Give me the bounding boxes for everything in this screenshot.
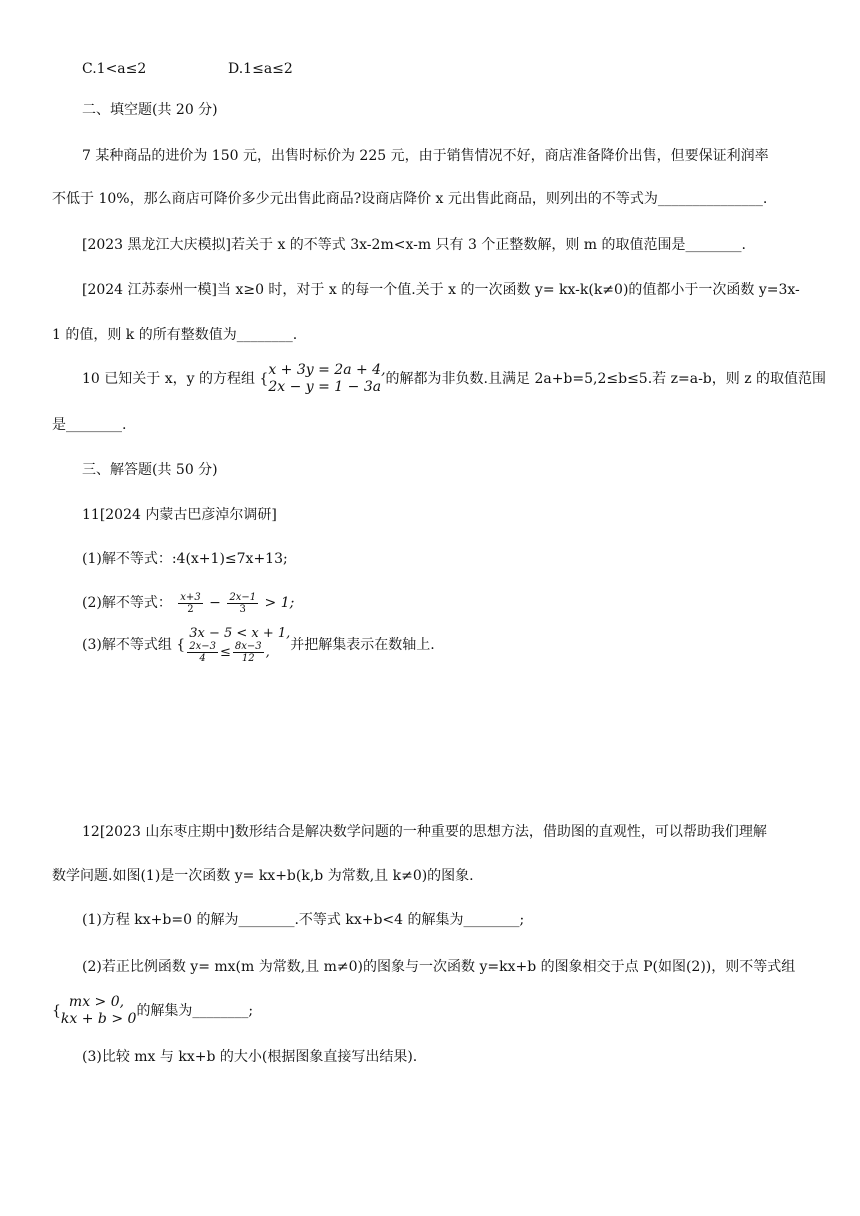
fraction-denominator: 4 [199,653,206,664]
system-eq-2 [185,641,290,664]
question-10-line-1 [82,362,826,396]
system-eq-1: mx > 0, [68,994,125,1010]
system-eq-1: 3x − 5 < x + 1, [189,626,291,641]
question-12-part-3: (3)比较 mx 与 kx+b 的大小(根据图象直接写出结果). [82,1049,418,1065]
question-8: [2023 黑龙江大庆模拟]若关于 x 的不等式 3x-2m<x-m 只有 3 个正整数解，则 m 的取值范围是________. [82,237,746,253]
question-11-source: 11[2024 内蒙古巴彦淖尔调研] [82,507,277,523]
brace: { [52,1003,61,1019]
question-11-part-3 [82,626,435,664]
question-10-eq-2: 2x − y = 1 − 3a [268,379,382,395]
question-10-eq-1: x + 3y = 2a + 4, [268,362,386,378]
question-11-part-2 [82,590,294,616]
question-11-part-3-system [185,626,290,664]
section-title-fill-in: 二、填空题(共 20 分) [82,102,218,118]
question-9-line-2: 1 的值，则 k 的所有整数值为________. [52,327,298,343]
question-12-part-2-line-2 [52,994,253,1028]
question-11-part-1: (1)解不等式：:4(x+1)≤7x+13; [82,551,288,567]
question-11-part-2-prefix: (2)解不等式： [82,595,172,611]
fraction [233,641,264,664]
inequality-tail: > 1; [264,595,295,611]
minus-sign: − [209,595,221,611]
question-12-part-1: (1)方程 kx+b=0 的解为________.不等式 kx+b<4 的解集为________; [82,912,525,928]
question-12-part-2-line-1: (2)若正比例函数 y= mx(m 为常数,且 m≠0)的图象与一次函数 y=kx+b 的图象相交于点 P(如图(2))，则不等式组 [82,959,796,975]
question-11-part-2-fraction-2 [227,592,258,615]
option-c: C.1<a≤2 [82,61,147,77]
question-7-line-2: 不低于 10%，那么商店可降价多少元出售此商品?设商店降价 x 元出售此商品，则列出的不等式为_______________. [52,191,768,207]
fraction-denominator: 12 [241,653,255,664]
question-11-part-3-prefix: (3)解不等式组 { [82,637,186,653]
question-12-system [61,994,137,1028]
question-9-line-1: [2024 江苏泰州一模]当 x≥0 时，对于 x 的每一个值.关于 x 的一次函数 y= kx-k(k≠0)的值都小于一次函数 y=3x- [82,282,800,298]
question-10-suffix: 的解都为非负数.且满足 2a+b=5,2≤b≤5.若 z=a-b，则 z 的取值范围 [385,371,827,387]
section-title-solve: 三、解答题(共 50 分) [82,462,218,478]
comma: , [265,645,270,660]
fraction-denominator: 2 [187,603,194,615]
fraction-numerator: 2x−1 [229,591,257,603]
question-12-line-1: 12[2023 山东枣庄期中]数形结合是解决数学问题的一种重要的思想方法，借助图的直观性，可以帮助我们理解 [82,824,767,840]
question-11-part-3-suffix: 并把解集表示在数轴上. [290,637,435,653]
question-12-line-2: 数学问题.如图(1)是一次函数 y= kx+b(k,b 为常数,且 k≠0)的图象. [52,868,474,884]
fraction-numerator: x+3 [180,591,201,603]
question-12-part-2-suffix: 的解集为________; [136,1003,254,1019]
system-eq-2: kx + b > 0 [60,1011,137,1027]
fraction-denominator: 3 [239,603,246,615]
option-d: D.1≤a≤2 [228,61,293,77]
question-10-prefix: 10 已知关于 x，y 的方程组 { [82,371,269,387]
question-10-line-2: 是________. [52,417,127,433]
le-sign: ≤ [219,645,231,660]
fraction-numerator: 8x−3 [234,641,262,652]
question-11-part-2-fraction-1 [178,592,202,615]
question-7-line-1: 7 某种商品的进价为 150 元，出售时标价为 225 元，由于销售情况不好，商店准备降价出售，但要保证利润率 [82,148,769,164]
fraction-numerator: 2x−3 [189,641,216,652]
question-10-system [268,362,385,396]
fraction [187,641,218,664]
